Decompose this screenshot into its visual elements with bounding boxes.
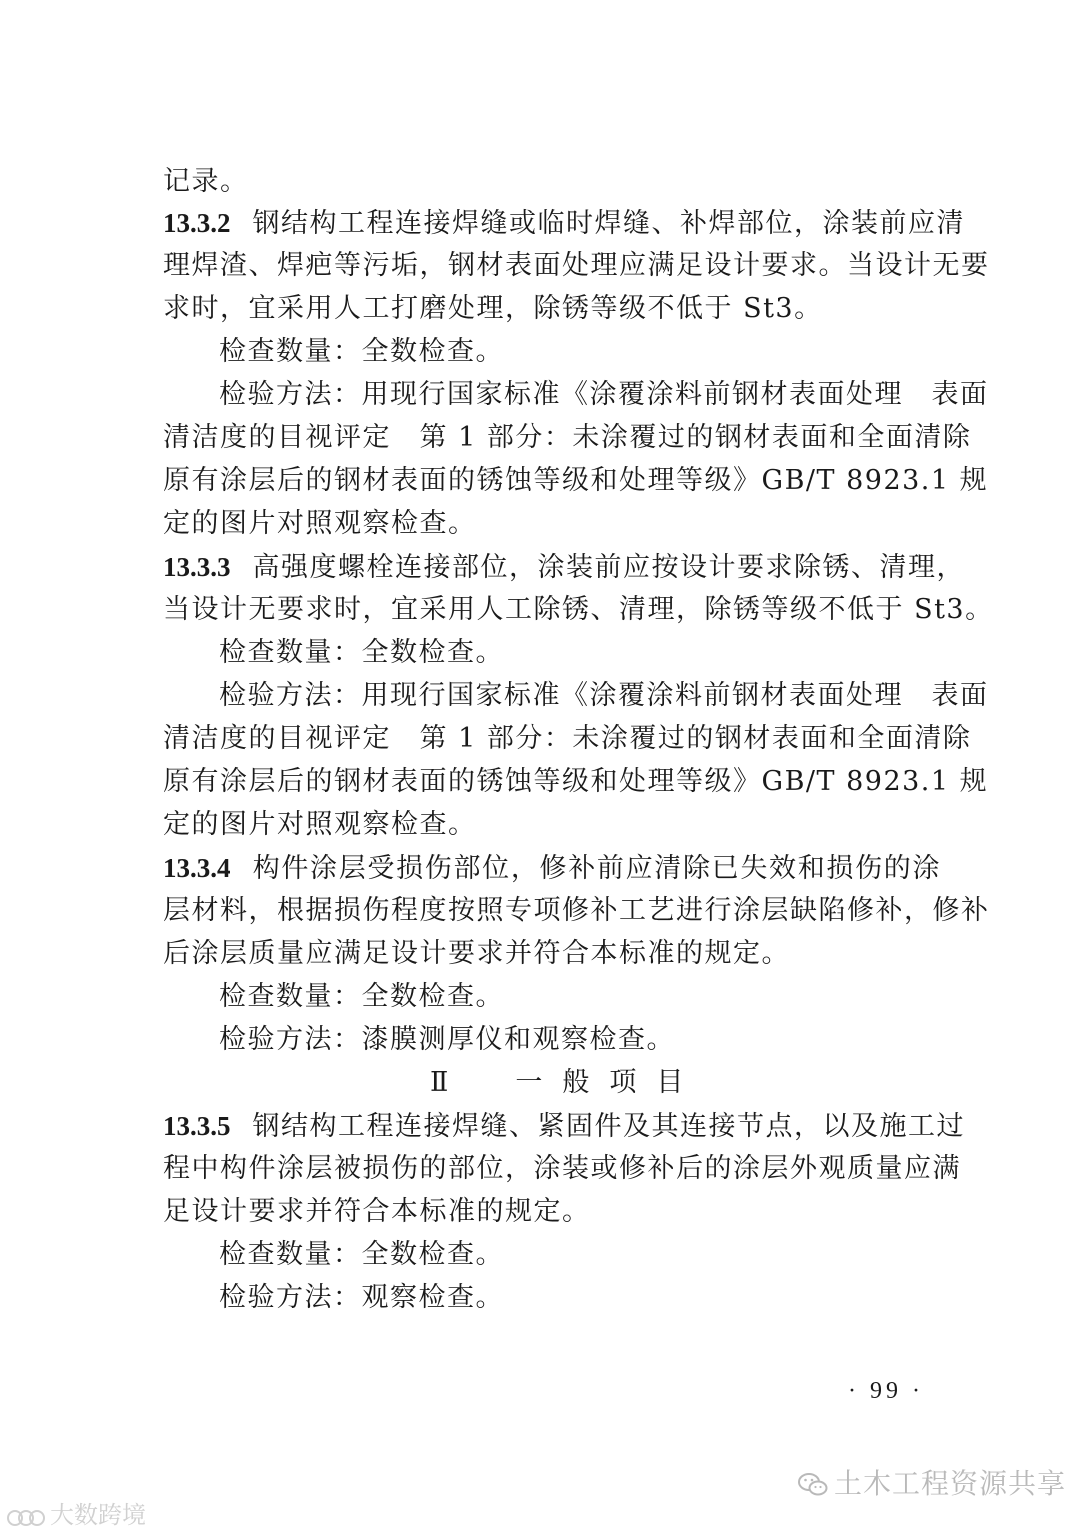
text-line: 记录。 <box>163 166 249 197</box>
text-line: 定的图片对照观察检查。 <box>163 809 477 840</box>
text-line: 清洁度的目视评定 第 1 部分：未涂覆过的钢材表面和全面清除 <box>163 422 972 453</box>
inspection-method: 检验方法：用现行国家标准《涂覆涂料前钢材表面处理 表面 <box>219 680 989 711</box>
text-line: 原有涂层后的钢材表面的锈蚀等级和处理等级》GB/T 8923.1 规 <box>163 766 989 797</box>
watermark-left <box>6 1495 146 1530</box>
clause-13-3-5-line <box>163 1108 965 1145</box>
watermark-right <box>798 1462 1066 1502</box>
text-line: 求时，宜采用人工打磨处理，除锈等级不低于 St3。 <box>163 293 823 324</box>
watermark-text: 土木工程资源共享 <box>834 1467 1067 1500</box>
text-line: 清洁度的目视评定 第 1 部分：未涂覆过的钢材表面和全面清除 <box>163 723 972 754</box>
inspection-method: 检验方法：漆膜测厚仪和观察检查。 <box>219 1024 675 1055</box>
inspection-quantity: 检查数量：全数检查。 <box>219 336 504 367</box>
text-line: 当设计无要求时，宜采用人工除锈、清理，除锈等级不低于 St3。 <box>163 594 994 625</box>
text-line: 定的图片对照观察检查。 <box>163 508 477 539</box>
brand-logo-icon <box>6 1506 46 1526</box>
clause-text: 钢结构工程连接焊缝、紧固件及其连接节点，以及施工过 <box>252 1111 965 1142</box>
wechat-icon <box>798 1472 828 1498</box>
text-line: 理焊渣、焊疤等污垢，钢材表面处理应满足设计要求。当设计无要 <box>163 250 990 281</box>
clause-text: 高强度螺栓连接部位，涂装前应按设计要求除锈、清理， <box>252 552 965 583</box>
clause-text: 构件涂层受损伤部位，修补前应清除已失效和损伤的涂 <box>252 853 941 884</box>
clause-number: 13.3.5 <box>163 1111 231 1141</box>
clause-13-3-3-line <box>163 549 965 586</box>
inspection-quantity: 检查数量：全数检查。 <box>219 637 504 668</box>
inspection-quantity: 检查数量：全数检查。 <box>219 1239 504 1270</box>
text-line: 层材料，根据损伤程度按照专项修补工艺进行涂层缺陷修补，修补 <box>163 895 990 926</box>
text-line: 足设计要求并符合本标准的规定。 <box>163 1196 591 1227</box>
watermark-text: 大数跨境 <box>50 1501 146 1529</box>
text-line: 后涂层质量应满足设计要求并符合本标准的规定。 <box>163 938 790 969</box>
clause-number: 13.3.4 <box>163 853 231 883</box>
page-number: · 99 · <box>848 1378 924 1404</box>
clause-13-3-2-line <box>163 205 965 242</box>
section-subheading: Ⅱ 一般项目 <box>430 1067 704 1098</box>
text-line: 程中构件涂层被损伤的部位，涂装或修补后的涂层外观质量应满 <box>163 1153 961 1184</box>
inspection-method: 检验方法：用现行国家标准《涂覆涂料前钢材表面处理 表面 <box>219 379 989 410</box>
inspection-method: 检验方法：观察检查。 <box>219 1282 504 1313</box>
text-line: 原有涂层后的钢材表面的锈蚀等级和处理等级》GB/T 8923.1 规 <box>163 465 989 496</box>
clause-13-3-4-line <box>163 850 941 887</box>
inspection-quantity: 检查数量：全数检查。 <box>219 981 504 1012</box>
clause-number: 13.3.2 <box>163 208 231 238</box>
clause-number: 13.3.3 <box>163 552 231 582</box>
clause-text: 钢结构工程连接焊缝或临时焊缝、补焊部位，涂装前应清 <box>252 208 965 239</box>
